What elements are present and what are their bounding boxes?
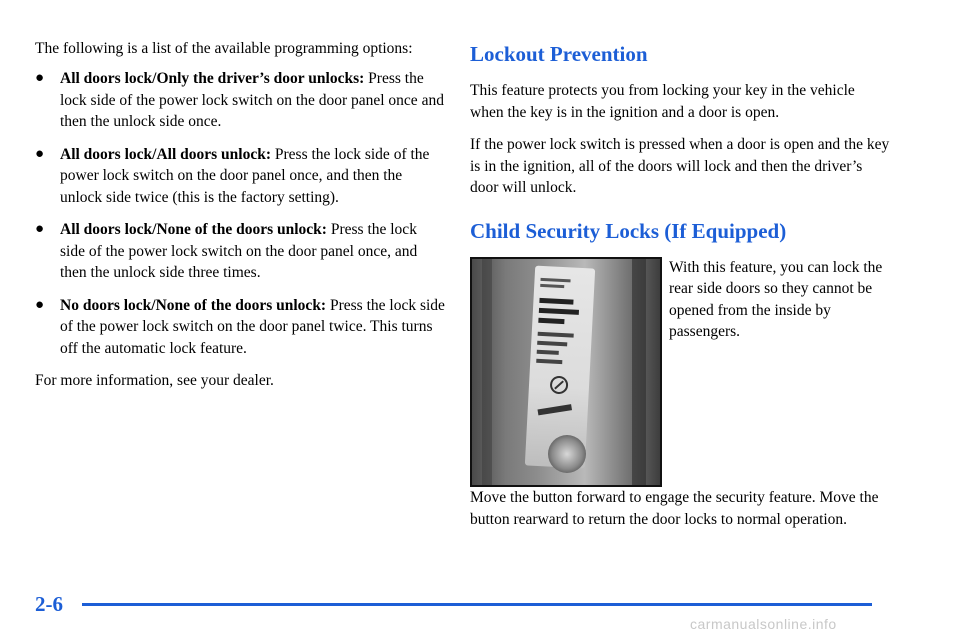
footer-rule — [82, 603, 872, 606]
bullet-item — [35, 68, 445, 133]
left-column — [35, 38, 445, 403]
child-lock-operation-text: Move the button forward to engage the security feature. Move the button rearward to return the door locks to normal operation. — [470, 489, 879, 528]
closing-text: For more information, see your dealer. — [35, 372, 274, 389]
intro-text: The following is a list of the available programming options: — [35, 40, 413, 57]
lockout-para-2: If the power lock switch is pressed when a door is open and the key is in the ignition, all of the doors will lock and then the driver’s door will unlock. — [470, 136, 890, 196]
bullet-title: All doors lock/Only the driver’s door unlocks: — [60, 70, 365, 87]
child-security-locks-heading: Child Security Locks (If Equipped) — [470, 218, 787, 243]
bullet-title: All doors lock/None of the doors unlock: — [60, 221, 327, 238]
photo-row — [470, 257, 890, 487]
bullet-title: No doors lock/None of the doors unlock: — [60, 296, 327, 314]
bullet-text: Press the lock side of the power lock switch on the door panel twice. This turns off the automatic lock feature. — [60, 296, 445, 357]
bullet-dot-icon: ● — [35, 70, 45, 86]
bullet-dot-icon: ● — [35, 145, 45, 162]
bullet-item — [35, 144, 445, 209]
page-number: 2-6 — [35, 592, 63, 616]
child-lock-description: With this feature, you can lock the rear side doors so they cannot be opened from the inside by passengers. — [669, 258, 883, 340]
bullet-text: Press the lock side of the power lock switch on the door panel once, and then the unlock side twice (this is the factory setting). — [60, 145, 430, 206]
watermark: carmanualsonline.info — [690, 616, 837, 632]
label-plate-art — [526, 265, 595, 438]
lockout-para-1: This feature protects you from locking your key in the vehicle when the key is in the ignition and a door is open. — [470, 82, 855, 121]
photo-door-frame — [632, 259, 646, 487]
bullet-dot-icon: ● — [35, 296, 45, 313]
bullet-dot-icon: ● — [35, 221, 45, 237]
bullet-title: All doors lock/All doors unlock: — [60, 145, 271, 163]
bullet-text: Press the lock side of the power lock switch on the door panel once and then the unlock side once. — [60, 70, 444, 130]
photo-lock-lever — [548, 435, 586, 473]
bullet-text: Press the lock side of the power lock switch on the door panel once, and then the unlock side three times. — [60, 221, 418, 281]
right-column — [470, 40, 890, 487]
photo-door-edge — [482, 259, 492, 487]
bullet-item — [35, 219, 445, 284]
child-lock-photo — [470, 257, 662, 487]
bullet-item — [35, 295, 445, 360]
lockout-prevention-heading: Lockout Prevention — [470, 42, 648, 66]
